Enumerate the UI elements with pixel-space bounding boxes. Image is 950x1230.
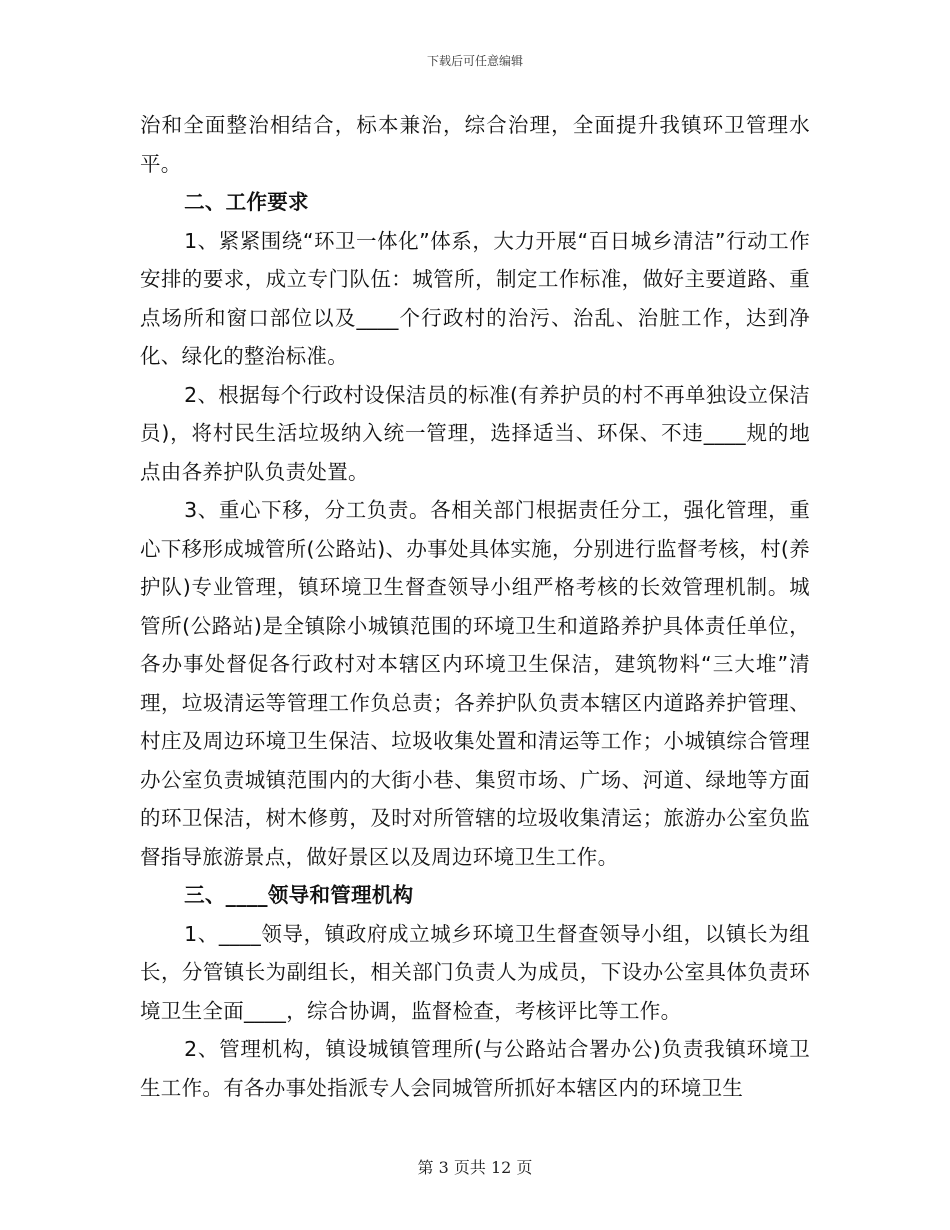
document-body: [140, 106, 810, 1107]
paragraph-requirement-2: 2、根据每个行政村设保洁员的标准(有养护员的村不再单独设立保洁员)，将村民生活垃圾纳入统一管理，选择适当、环保、不违____规的地点由各养护队负责处置。: [140, 382, 810, 484]
paragraph-leadership-2: 2、管理机构，镇设城镇管理所(与公路站合署办公)负责我镇环境卫生工作。有各办事处指派专人会同城管所抓好本辖区内的环境卫生: [140, 1037, 810, 1100]
paragraph-requirement-1: 1、紧紧围绕“环卫一体化”体系，大力开展“百日城乡清洁”行动工作安排的要求，成立专门队伍：城管所，制定工作标准，做好主要道路、重点场所和窗口部位以及____个行政村的治污、治乱、治脏工作，达到净化、绿化的整治标准。: [140, 228, 810, 368]
page-number-footer: 第 3 页共 12 页: [417, 1158, 533, 1177]
section-heading-work-requirements: 二、工作要求: [184, 190, 309, 214]
section-heading-leadership: 三、____领导和管理机构: [184, 883, 414, 907]
page-header: 下载后可任意编辑: [426, 54, 523, 68]
paragraph-leadership-1: 1、____领导，镇政府成立城乡环境卫生督查领导小组，以镇长为组长，分管镇长为副组长，相关部门负责人为成员，下设办公室具体负责环境卫生全面____，综合协调，监督检查，考核评比等工作。: [140, 921, 810, 1023]
paragraph-continuation: 治和全面整治相结合，标本兼治，综合治理，全面提升我镇环卫管理水平。: [140, 113, 810, 176]
paragraph-requirement-3: 3、重心下移，分工负责。各相关部门根据责任分工，强化管理，重心下移形成城管所(公路站)、办事处具体实施，分别进行监督考核，村(养护队)专业管理，镇环境卫生督查领导小组严格考核的长效管理机制。城管所(公路站)是全镇除小城镇范围的环境卫生和道路养护具体责任单位，各办事处督促各行政村对本辖区内环境卫生保洁，建筑物料“三大堆”清理，垃圾清运等管理工作负总责；各养护队负责本辖区内道路养护管理、村庄及周边环境卫生保洁、垃圾收集处置和清运等工作；小城镇综合管理办公室负责城镇范围内的大街小巷、集贸市场、广场、河道、绿地等方面的环卫保洁，树木修剪，及时对所管辖的垃圾收集清运；旅游办公室负监督指导旅游景点，做好景区以及周边环境卫生工作。: [140, 498, 810, 869]
